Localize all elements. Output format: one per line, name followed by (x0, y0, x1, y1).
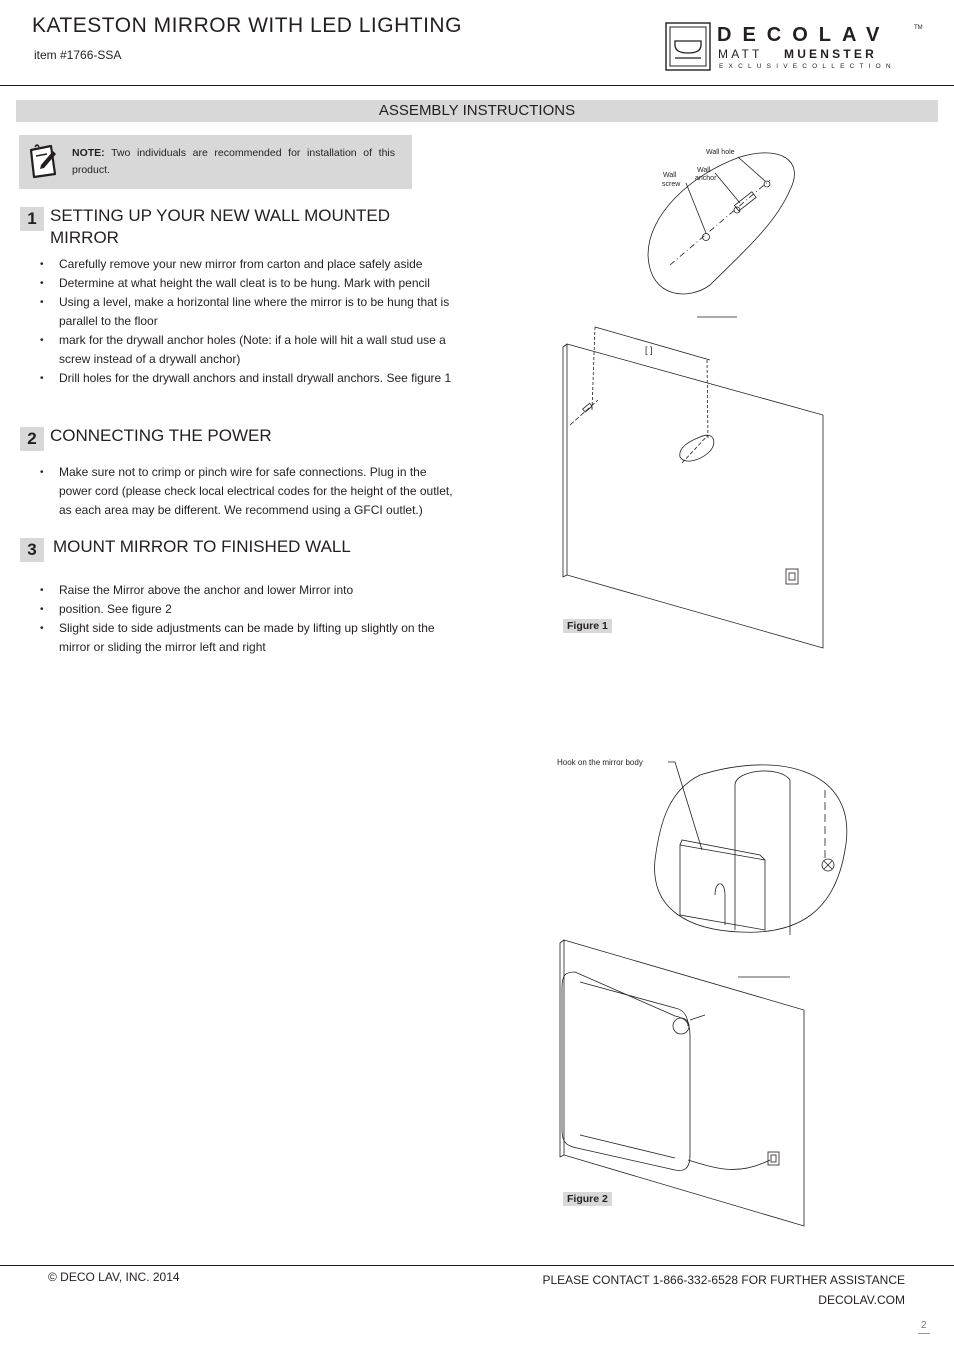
logo-muenster: MUENSTER (784, 47, 877, 61)
step-3-title: MOUNT MIRROR TO FINISHED WALL (53, 537, 351, 556)
dimension-bracket: [ ] (645, 345, 653, 355)
website-link[interactable]: DECOLAV.COM (818, 1293, 905, 1307)
figure-2-label: Figure 2 (563, 1192, 612, 1206)
list-item: • Using a level, make a horizontal line where the mirror is to be hung that is parallel to the floor (40, 293, 460, 331)
footer-contact (542, 1270, 905, 1310)
section-title: ASSEMBLY INSTRUCTIONS (16, 100, 938, 122)
copyright: © DECO LAV, INC. 2014 (48, 1270, 180, 1284)
step-3-list (40, 581, 450, 657)
step-2-list (40, 463, 462, 520)
hook-label: Hook on the mirror body (557, 758, 643, 767)
note-text (72, 145, 395, 179)
item-number: item #1766-SSA (34, 48, 122, 62)
list-item: • Determine at what height the wall cleat is to be hung. Mark with pencil (40, 274, 460, 293)
logo-collection: EXCLUSIVECOLLECTION (719, 63, 896, 70)
note-label: NOTE: (72, 147, 105, 159)
logo-matt: MATT (718, 47, 763, 61)
step-2-number: 2 (20, 427, 44, 451)
list-item: • mark for the drywall anchor holes (Note: if a hole will hit a wall stud use a screw instead of a drywall anchor) (40, 331, 460, 369)
logo-brand: DECOLAV (717, 24, 891, 46)
wall-hole-label: Wall hole (706, 149, 735, 156)
contact-text: PLEASE CONTACT 1-866-332-6528 FOR FURTHER ASSISTANCE (542, 1273, 905, 1287)
step-1-title: SETTING UP YOUR NEW WALL MOUNTED MIRROR (50, 206, 391, 247)
step-3-number: 3 (20, 538, 44, 562)
list-item: • Make sure not to crimp or pinch wire for safe connections. Plug in the power cord (please check local electrical codes for the height of the outlet, as each area may be different. We recommend using a GFCI outlet.) (40, 463, 462, 520)
figure-2-diagram (540, 750, 870, 1230)
list-item: • Slight side to side adjustments can be made by lifting up slightly on the mirror or sliding the mirror left and right (40, 619, 450, 657)
page-title: KATESTON MIRROR WITH LED LIGHTING (32, 14, 462, 37)
logo-tm: TM (914, 25, 923, 31)
list-item: • position. See figure 2 (40, 600, 450, 619)
list-item: • Carefully remove your new mirror from carton and place safely aside (40, 255, 460, 274)
step-1-number: 1 (20, 207, 44, 231)
note-pencil-icon (27, 143, 59, 179)
wall-screw-label-2: screw (662, 181, 681, 188)
figure-1-diagram (540, 135, 840, 655)
step-2-title: CONNECTING THE POWER (50, 426, 272, 445)
note-box (19, 135, 412, 189)
footer-divider (0, 1265, 954, 1266)
list-item: • Raise the Mirror above the anchor and lower Mirror into (40, 581, 450, 600)
page-number: 2 (918, 1320, 930, 1334)
list-item: • Drill holes for the drywall anchors and install drywall anchors. See figure 1 (40, 369, 460, 388)
note-body: Two individuals are recommended for installation of this product. (72, 147, 395, 176)
wall-anchor-label-2: anchor (695, 175, 717, 182)
figure-1-label: Figure 1 (563, 619, 612, 633)
wall-screw-label-1: Wall (663, 172, 677, 179)
decolav-logo (665, 22, 927, 72)
step-1-list (40, 255, 460, 388)
header-divider (0, 85, 954, 86)
wall-anchor-label-1: Wall (697, 167, 711, 174)
